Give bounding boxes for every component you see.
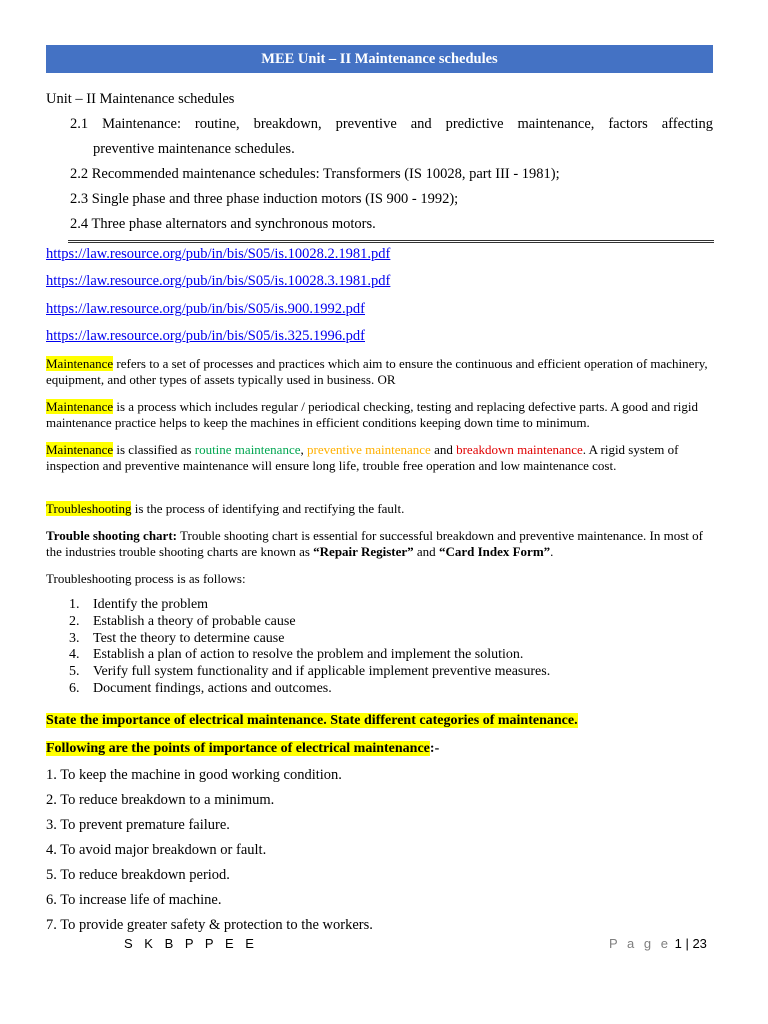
troubleshooting-steps-list xyxy=(46,597,714,698)
troubleshooting-chart-paragraph: Trouble shooting chart: Trouble shooting chart is essential for successful breakdown and preventive maintenance. In most of the industries trouble shooting charts are known as “Repair Register” and “Card Index Form”. xyxy=(46,528,703,559)
pdf-link[interactable]: https://law.resource.org/pub/in/bis/S05/is.10028.2.1981.pdf xyxy=(46,246,391,262)
definition-paragraph: Maintenance is a process which includes regular / periodical checking, testing and replacing defective parts. A good and rigid maintenance practice helps to keep the machines in efficient conditions keeping down time to minimum. xyxy=(46,399,698,430)
document-header-band xyxy=(46,45,713,73)
importance-point: 7. To provide greater safety & protection to the workers. xyxy=(46,917,373,933)
troubleshooting-paragraph: Troubleshooting is the process of identifying and rectifying the fault. xyxy=(46,501,405,516)
classification-paragraph: Maintenance is classified as routine maintenance, preventive maintenance and breakdown maintenance. A rigid system of inspection and preventive maintenance will ensure long life, trouble free operation and low maintenance cost. xyxy=(46,442,679,473)
syllabus-item: 2.2 Recommended maintenance schedules: Transformers (IS 10028, part III - 1981); xyxy=(70,166,560,182)
importance-point: 4. To avoid major breakdown or fault. xyxy=(46,842,267,858)
reference-link-2 xyxy=(46,271,714,291)
syllabus-item-continuation: preventive maintenance schedules. xyxy=(93,141,295,157)
pdf-link[interactable]: https://law.resource.org/pub/in/bis/S05/is.10028.3.1981.pdf xyxy=(46,273,391,289)
routine-maintenance-term: routine maintenance xyxy=(194,442,301,457)
page-number: P a g e 1 | 23 xyxy=(609,936,707,951)
importance-point: 1. To keep the machine in good working condition. xyxy=(46,767,342,783)
list-item: 2. Establish a theory of probable cause xyxy=(69,613,296,629)
double-divider xyxy=(68,240,714,243)
breakdown-maintenance-term: breakdown maintenance xyxy=(456,442,583,457)
reference-link-4 xyxy=(46,326,714,346)
list-item: 3. Test the theory to determine cause xyxy=(69,630,285,646)
answer-heading: Following are the points of importance of electrical maintenance:- xyxy=(46,741,440,756)
list-item: 5. Verify full system functionality and if applicable implement preventive measures. xyxy=(69,664,551,680)
definition-paragraph: Maintenance refers to a set of processes and practices which aim to ensure the continuous and efficient operation of machinery, equipment, and other types of assets typically used in business. OR xyxy=(46,356,708,387)
importance-point: 2. To reduce breakdown to a minimum. xyxy=(46,792,275,808)
pdf-link[interactable]: https://law.resource.org/pub/in/bis/S05/is.900.1992.pdf xyxy=(46,301,365,317)
importance-point: 5. To reduce breakdown period. xyxy=(46,867,230,883)
footer-institute: S K B P P E E xyxy=(124,936,258,951)
list-item: 1. Identify the problem xyxy=(69,597,209,612)
syllabus-item: 2.4 Three phase alternators and synchronous motors. xyxy=(70,216,376,232)
syllabus-heading: Unit – II Maintenance schedules xyxy=(46,91,235,107)
reference-link-3 xyxy=(46,299,714,319)
importance-point: 6. To increase life of machine. xyxy=(46,892,222,908)
document-title: MEE Unit – II Maintenance schedules xyxy=(261,51,498,67)
question-heading: State the importance of electrical maintenance. State different categories of maintenance. xyxy=(46,713,578,728)
process-intro: Troubleshooting process is as follows: xyxy=(46,571,246,586)
syllabus-item: 2.3 Single phase and three phase induction motors (IS 900 - 1992); xyxy=(70,191,459,207)
syllabus-item: 2.1 Maintenance: routine, breakdown, preventive and predictive maintenance, factors affecting xyxy=(70,116,713,132)
importance-point: 3. To prevent premature failure. xyxy=(46,817,230,833)
list-item: 6. Document findings, actions and outcomes. xyxy=(69,680,332,696)
list-item: 4. Establish a plan of action to resolve the problem and implement the solution. xyxy=(69,647,524,663)
pdf-link[interactable]: https://law.resource.org/pub/in/bis/S05/is.325.1996.pdf xyxy=(46,328,365,344)
preventive-maintenance-term: preventive maintenance xyxy=(307,442,431,457)
reference-link-1 xyxy=(46,244,714,264)
